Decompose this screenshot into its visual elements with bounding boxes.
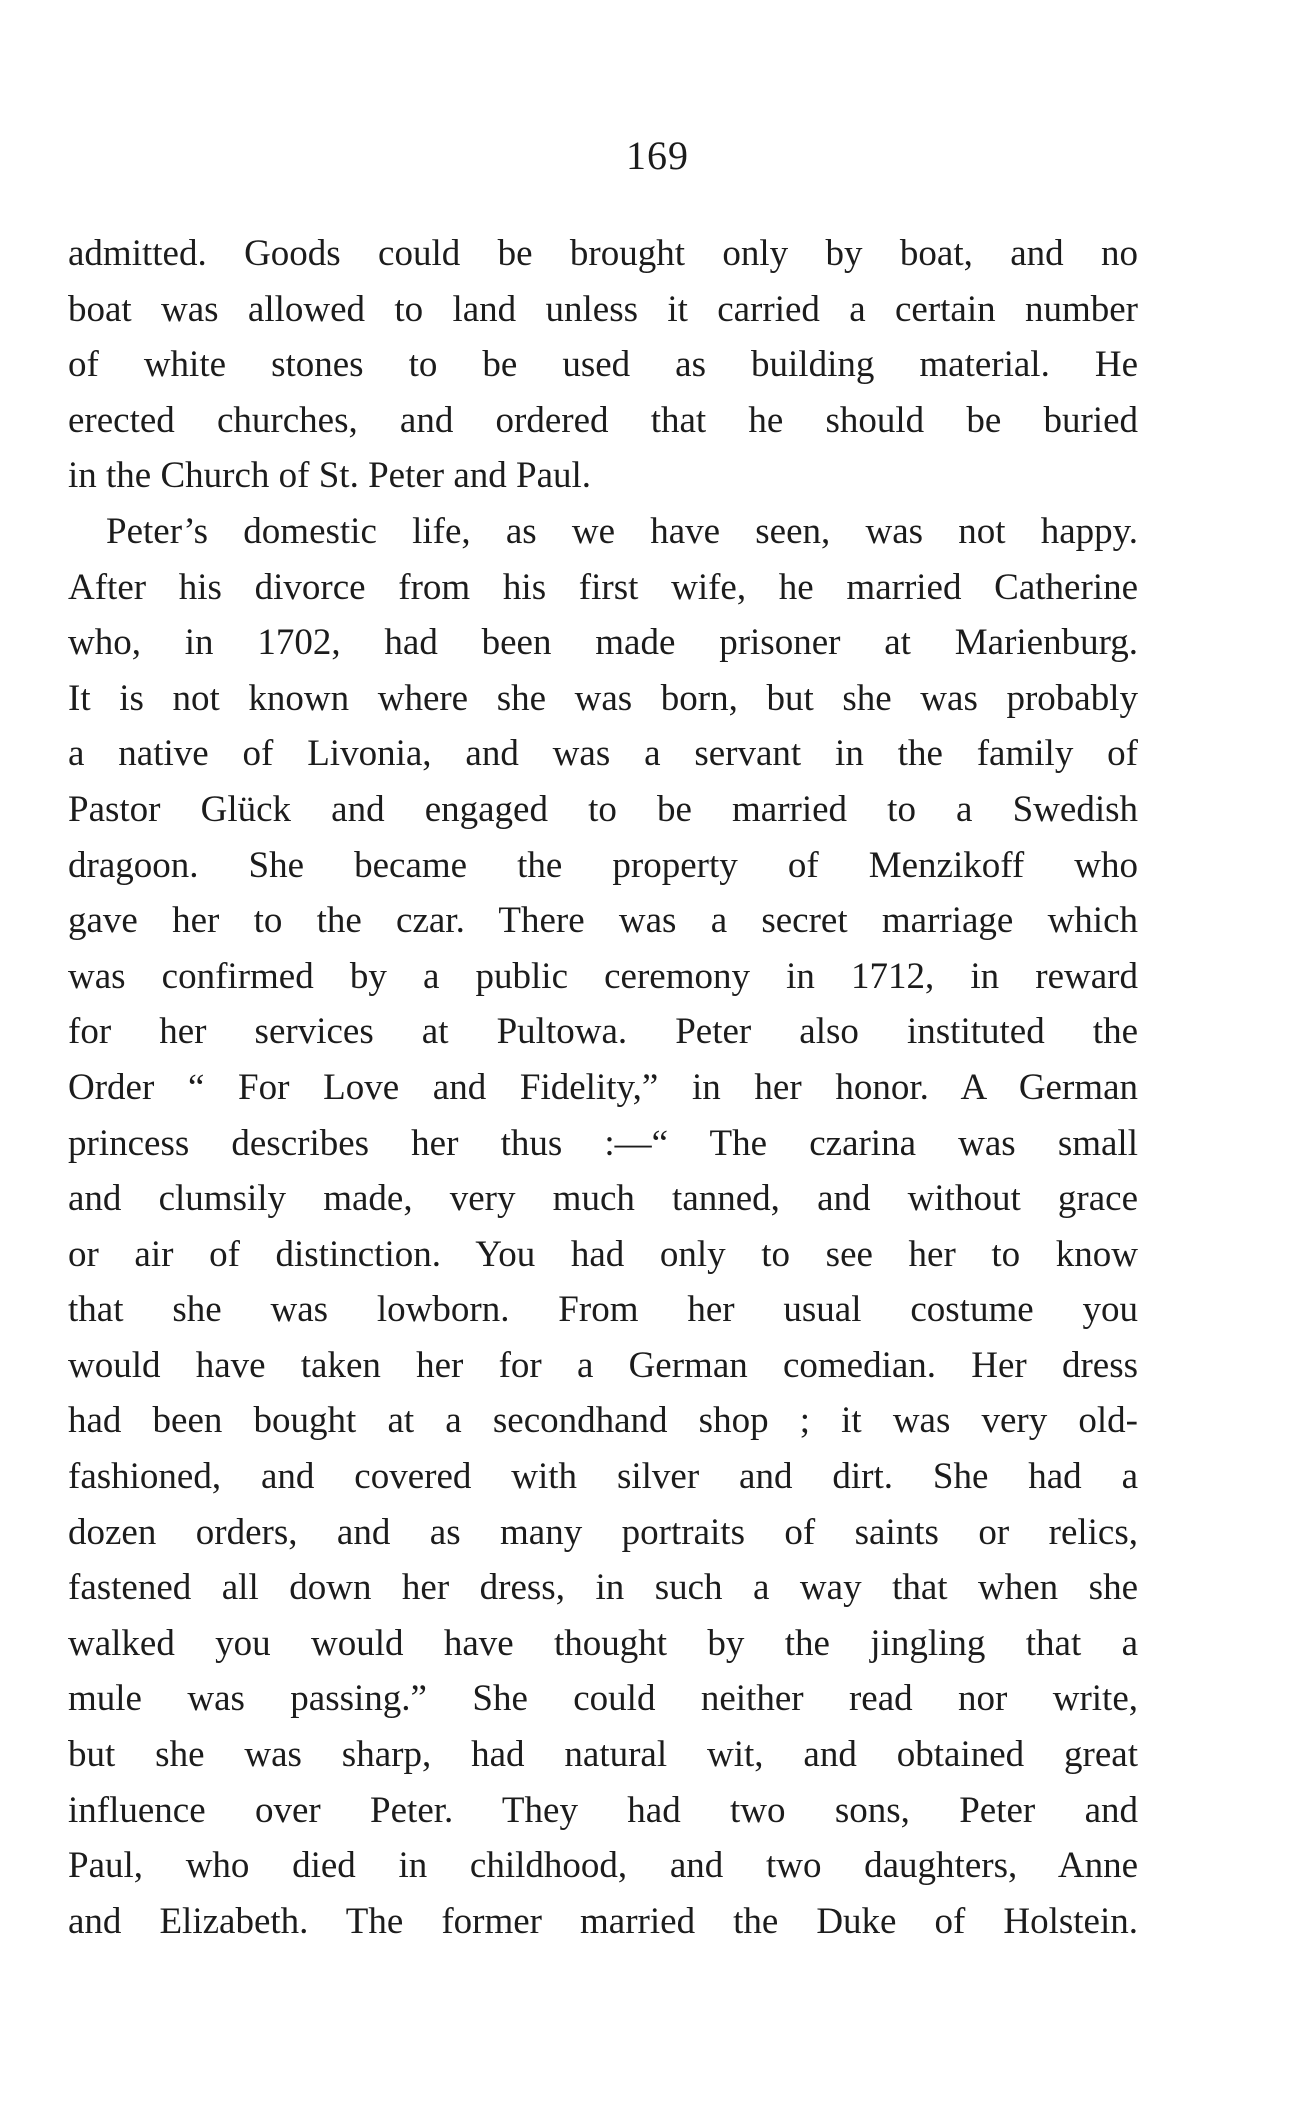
text-line: would have taken her for a German comedian. Her dress — [68, 1344, 1138, 1386]
text-line: influence over Peter. They had two sons, Peter and — [68, 1789, 1138, 1831]
text-line: that she was lowborn. From her usual costume you — [68, 1289, 1138, 1331]
text-line: but she was sharp, had natural wit, and obtained great — [68, 1734, 1138, 1776]
text-line: mule was passing.” She could neither read nor write, — [68, 1678, 1138, 1720]
text-line: who, in 1702, had been made prisoner at Marienburg. — [68, 622, 1138, 664]
text-line: of white stones to be used as building material. He — [68, 344, 1138, 386]
text-line: fastened all down her dress, in such a way that when she — [68, 1567, 1138, 1609]
page-number: 169 — [626, 133, 689, 178]
text-line: After his divorce from his first wife, he married Catherine — [68, 566, 1138, 608]
text-line: dozen orders, and as many portraits of saints or relics, — [68, 1511, 1138, 1553]
text-line: and Elizabeth. The former married the Duke of Holstein. — [68, 1900, 1138, 1942]
text-line: princess describes her thus :—“ The czarina was small — [68, 1122, 1138, 1164]
text-line: a native of Livonia, and was a servant in the family of — [68, 733, 1138, 775]
text-line: walked you would have thought by the jingling that a — [68, 1622, 1138, 1664]
paragraph-first-line: Peter’s domestic life, as we have seen, was not happy. — [106, 510, 1138, 552]
text-line: It is not known where she was born, but she was probably — [68, 677, 1138, 719]
text-line: fashioned, and covered with silver and dirt. She had a — [68, 1456, 1138, 1498]
text-line: Order “ For Love and Fidelity,” in her honor. A German — [68, 1066, 1138, 1108]
text-line: boat was allowed to land unless it carried a certain number — [68, 288, 1138, 330]
text-line: for her services at Pultowa. Peter also instituted the — [68, 1011, 1138, 1053]
text-line: Paul, who died in childhood, and two daughters, Anne — [68, 1845, 1138, 1887]
body-text — [68, 226, 1138, 1949]
text-line: gave her to the czar. There was a secret marriage which — [68, 900, 1138, 942]
text-line: admitted. Goods could be brought only by boat, and no — [68, 233, 1138, 274]
text-line: in the Church of St. Peter and Paul. — [68, 455, 592, 497]
text-line: erected churches, and ordered that he should be buried — [68, 399, 1138, 441]
text-line: had been bought at a secondhand shop ; it was very old- — [68, 1400, 1138, 1442]
text-line: or air of distinction. You had only to see her to know — [68, 1233, 1138, 1275]
text-line: Pastor Glück and engaged to be married to a Swedish — [68, 788, 1138, 830]
text-line: dragoon. She became the property of Menzikoff who — [68, 844, 1138, 886]
text-line: was confirmed by a public ceremony in 1712, in reward — [68, 955, 1138, 997]
text-line: and clumsily made, very much tanned, and without grace — [68, 1178, 1138, 1220]
